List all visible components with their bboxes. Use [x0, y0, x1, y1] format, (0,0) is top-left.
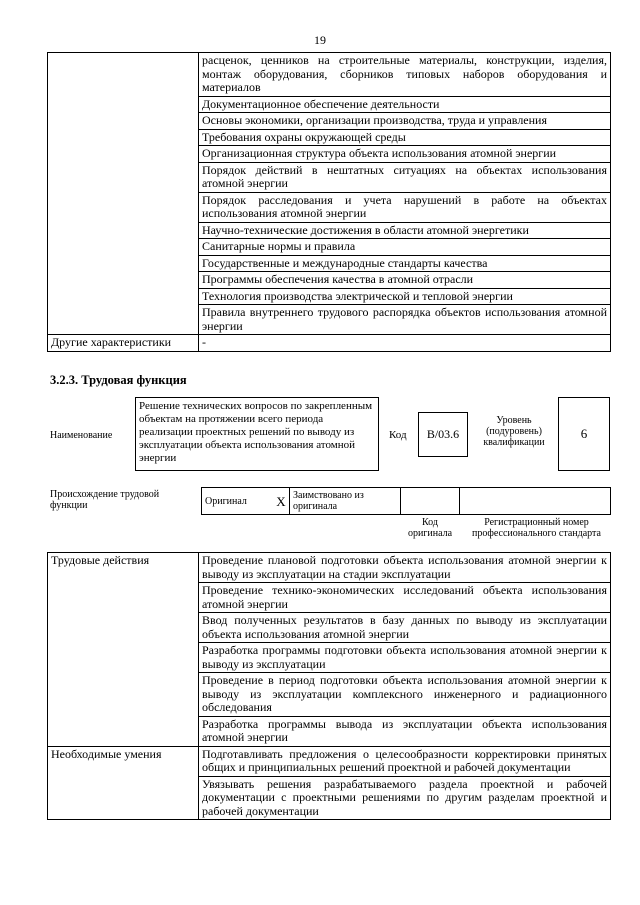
row-label: Трудовые действия: [48, 553, 199, 747]
knowledge-table: [47, 52, 611, 352]
original-label: Оригинал: [205, 495, 247, 507]
row-value: Основы экономики, организации производства, труда и управления: [199, 113, 611, 130]
level-label: Уровень (подуровень) квалификации: [483, 415, 545, 448]
function-code-box: B/03.6: [418, 412, 468, 457]
original-code-cell: [401, 488, 460, 515]
reg-number-cell: [460, 488, 611, 515]
row-value: Увязывать решения разрабатываемого раздела проектной и рабочей документации с проектными решениями по другим разделам проектной и рабочей документации: [199, 776, 611, 820]
row-value: Санитарные нормы и правила: [199, 239, 611, 256]
knowledge-row: [48, 53, 611, 97]
level-box: 6: [558, 397, 610, 471]
work-actions-table: [47, 552, 611, 820]
work-action-row: [48, 553, 611, 583]
name-label: Наименование: [50, 430, 113, 441]
function-name-box: Решение технических вопросов по закрепленным объектам на протяжении всего периода реализации проектных решений по выводу из эксплуатации объекта использования атомной энергии: [135, 397, 379, 471]
row-value: Государственные и международные стандарты качества: [199, 255, 611, 272]
row-value: Порядок расследования и учета нарушений в работе на объектах использования атомной энергии: [199, 192, 611, 222]
row-value: Требования охраны окружающей среды: [199, 129, 611, 146]
row-value: Правила внутреннего трудового распорядка объектов использования атомной энергии: [199, 305, 611, 335]
row-value: Научно-технические достижения в области атомной энергетики: [199, 222, 611, 239]
code-original-caption: Код оригинала: [407, 517, 453, 539]
row-value: Документационное обеспечение деятельности: [199, 96, 611, 113]
skill-row: [48, 746, 611, 776]
row-value: -: [199, 335, 611, 352]
reg-number-caption: Регистрационный номер профессионального стандарта: [472, 517, 601, 539]
row-value: Проведение плановой подготовки объекта использования атомной энергии к выводу из эксплуатации на стадии эксплуатации: [199, 553, 611, 583]
code-label: Код: [389, 429, 407, 441]
original-cell: [202, 488, 274, 515]
row-value: Подготавливать предложения о целесообразности корректировки принятых общих и принципиальных решений проектной и рабочей документации: [199, 746, 611, 776]
row-label: Другие характеристики: [48, 335, 199, 352]
section-title: 3.2.3. Трудовая функция: [50, 373, 187, 387]
row-value: Проведение технико-экономических исследований объекта использования атомной энергии: [199, 583, 611, 613]
origin-label: Происхождение трудовой функции: [50, 489, 160, 511]
row-value: Ввод полученных результатов в базу данных по выводу из эксплуатации объекта использования атомной энергии: [199, 613, 611, 643]
original-mark: X: [273, 488, 290, 515]
row-value: Программы обеспечения качества в атомной отрасли: [199, 272, 611, 289]
row-value: Разработка программы вывода из эксплуатации объекта использования атомной энергии: [199, 716, 611, 746]
row-value: Порядок действий в нештатных ситуациях на объектах использования атомной энергии: [199, 162, 611, 192]
row-label: [48, 53, 199, 335]
row-value: расценок, ценников на строительные материалы, конструкции, изделия, монтаж оборудования, сборников типовых наборов оборудования и материалов: [199, 53, 611, 97]
row-value: Технология производства электрической и тепловой энергии: [199, 288, 611, 305]
page-number: 19: [314, 33, 326, 47]
origin-table: [201, 487, 611, 515]
borrowed-label: Заимствовано из оригинала: [290, 488, 401, 515]
row-label: Необходимые умения: [48, 746, 199, 820]
row-value: Разработка программы подготовки объекта использования атомной энергии к выводу из эксплуатации: [199, 643, 611, 673]
row-value: Организационная структура объекта использования атомной энергии: [199, 146, 611, 163]
row-value: Проведение в период подготовки объекта использования атомной энергии к выводу из эксплуатации комплексного инженерного и радиационного обследования: [199, 673, 611, 717]
other-characteristics-row: [48, 335, 611, 352]
